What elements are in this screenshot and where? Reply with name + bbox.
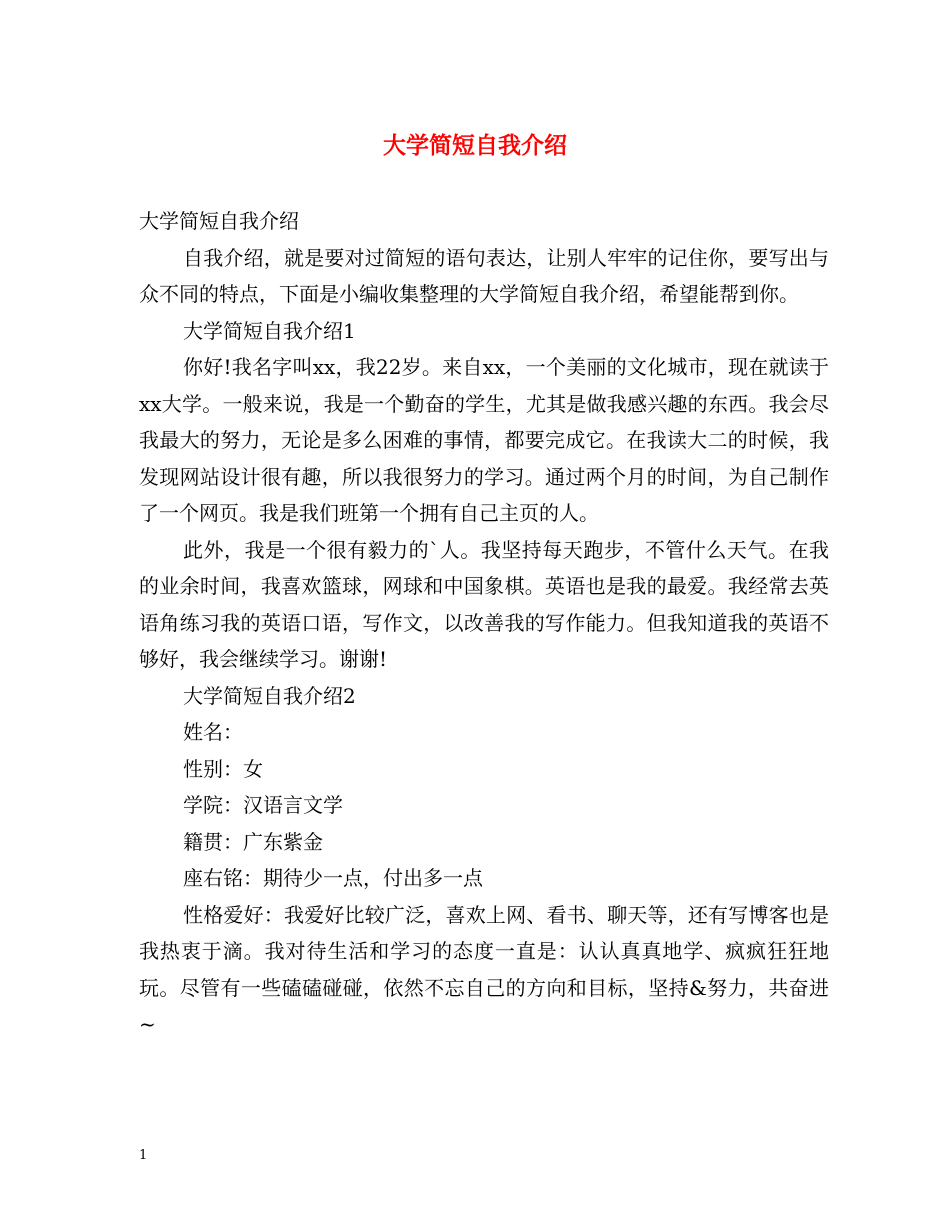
paragraph-heading: 大学简短自我介绍 [139, 209, 299, 233]
paragraph-intro: 自我介绍，就是要对过简短的语句表达，让别人牢牢的记住你，要写出与众不同的特点，下面是小编收集整理的大学简短自我介绍，希望能帮到你。 [139, 245, 829, 306]
field-hometown: 籍贯：广东紫金 [183, 829, 323, 854]
field-college: 学院：汉语言文学 [183, 793, 343, 817]
section-heading-2: 大学简短自我介绍2 [183, 683, 356, 708]
field-name: 姓名： [183, 720, 243, 744]
field-motto: 座右铭：期待少一点，付出多一点 [183, 866, 483, 890]
document-body [139, 203, 829, 1043]
paragraph-section-1-b: 此外，我是一个很有毅力的`人。我坚持每天跑步，不管什么天气。在我的业余时间，我喜欢篮球，网球和中国象棋。英语也是我的最爱。我经常去英语角练习我的英语口语，写作文，以改善我的写作能力。但我知道我的英语不够好，我会继续学习。谢谢! [139, 537, 829, 671]
page-number: 1 [139, 1148, 148, 1163]
paragraph-section-1-a: 你好!我名字叫xx，我22岁。来自xx，一个美丽的文化城市，现在就读于xx大学。一般来说，我是一个勤奋的学生，尤其是做我感兴趣的东西。我会尽我最大的努力，无论是多么困难的事情，都要完成它。在我读大二的时候，我发现网站设计很有趣，所以我很努力的学习。通过两个月的时间，为自己制作了一个网页。我是我们班第一个拥有自己主页的人。 [139, 355, 829, 525]
field-gender: 性别：女 [183, 756, 263, 781]
document-title: 大学简短自我介绍 [383, 132, 567, 159]
section-heading-1: 大学简短自我介绍1 [183, 318, 356, 343]
field-hobbies: 性格爱好：我爱好比较广泛，喜欢上网、看书、聊天等，还有写博客也是我热衷于滴。我对待生活和学习的态度一直是：认认真真地学、疯疯狂狂地玩。尽管有一些磕磕碰碰，依然不忘自己的方向和目标，坚持&努力，共奋进~ [139, 902, 829, 1036]
